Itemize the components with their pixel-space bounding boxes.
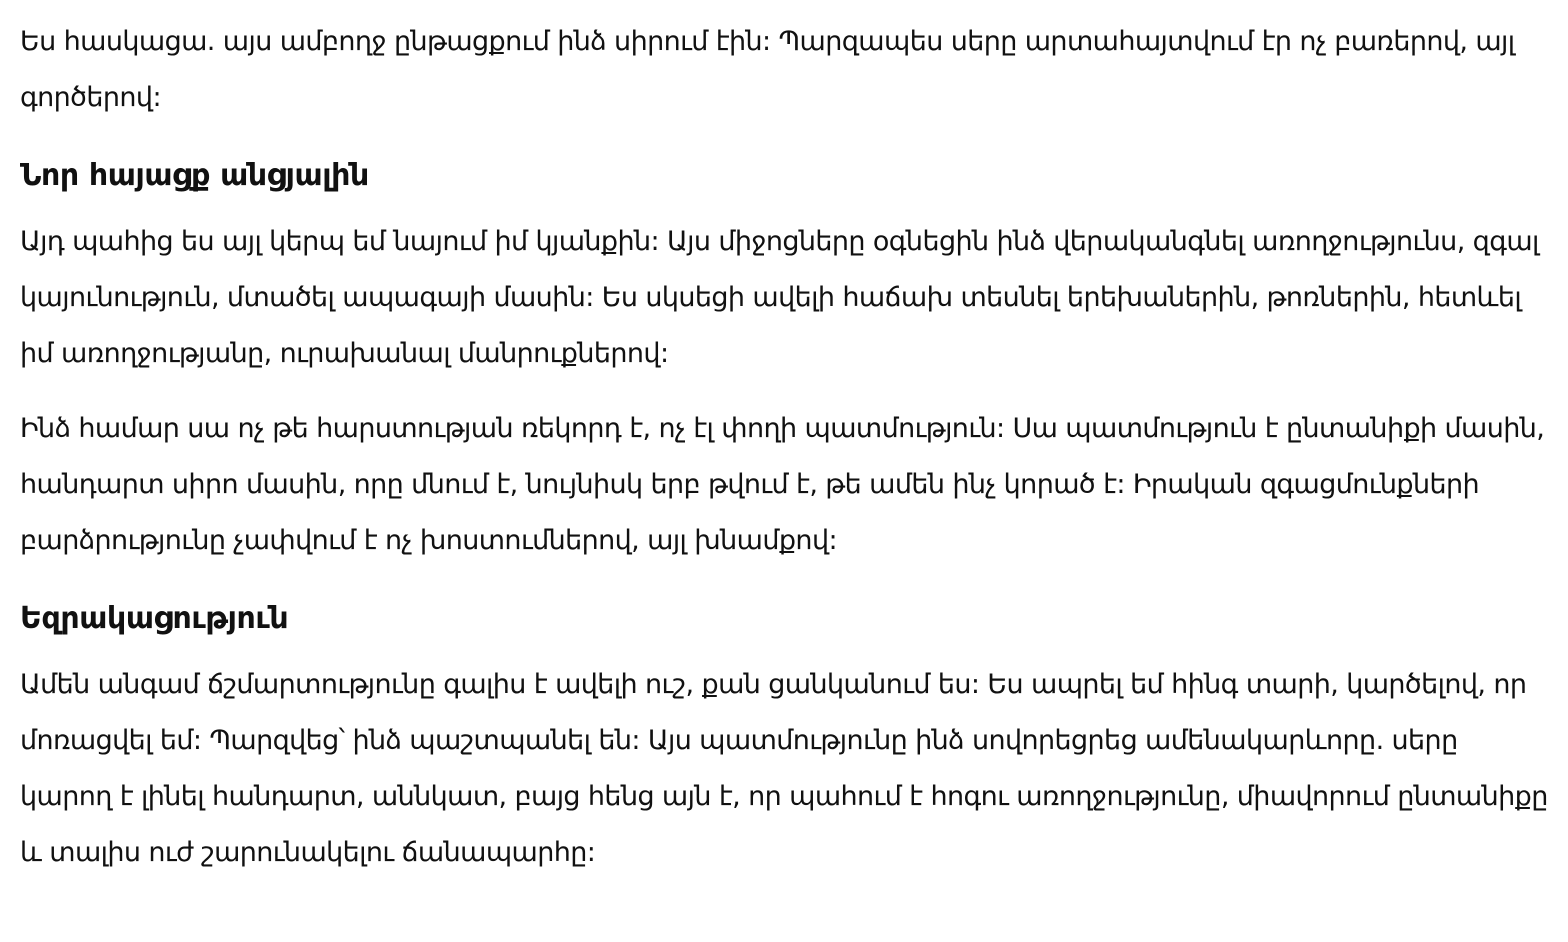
paragraph-realization: Ես հասկացա. այս ամբողջ ընթացքում ինձ սիրում էին: Պարզապես սերը արտահայտվում էր ոչ բառերով, այլ գործերով: bbox=[20, 26, 1515, 113]
paragraph-conclusion: Ամեն անգամ ճշմարտությունը գալիս է ավելի ուշ, քան ցանկանում ես: Ես ապրել եմ հինգ տարի, կարծելով, որ մոռացվել եմ: Պարզվեց՝ ինձ պաշտպանել են: Այս պատմությունը ինձ սովորեցրեց ամենակարևորը. սերը կարող է լինել հանդարտ, աննկատ, բայց հենց այն է, որ պահում է հոգու առողջությունը, միավորում ընտանիքը և տալիս ուժ շարունակելու ճանապարհը: bbox=[20, 669, 1548, 868]
paragraph-family-story: Ինձ համար սա ոչ թե հարստության ռեկորդ է, ոչ էլ փողի պատմություն: Սա պատմություն է ընտանիքի մասին, հանդարտ սիրո մասին, որը մնում է, նույնիսկ երբ թվում է, թե ամեն ինչ կորած է: Իրական զգացմունքների բարձրությունը չափվում է ոչ խոստումներով, այլ խնամքով: bbox=[20, 413, 1545, 556]
section-heading-new-look: Նոր հայացք անցյալին bbox=[20, 158, 369, 193]
section-heading-conclusion: Եզրակացություն bbox=[20, 601, 289, 636]
paragraph-new-life: Այդ պահից ես այլ կերպ եմ նայում իմ կյանքին: Այս միջոցները օգնեցին ինձ վերականգնել առողջությունս, զգալ կայունություն, մտածել ապագայի մասին: Ես սկսեցի ավելի հաճախ տեսնել երեխաներին, թոռներին, հետևել իմ առողջությանը, ուրախանալ մանրուքներով: bbox=[20, 226, 1539, 369]
article-body bbox=[20, 14, 1550, 881]
